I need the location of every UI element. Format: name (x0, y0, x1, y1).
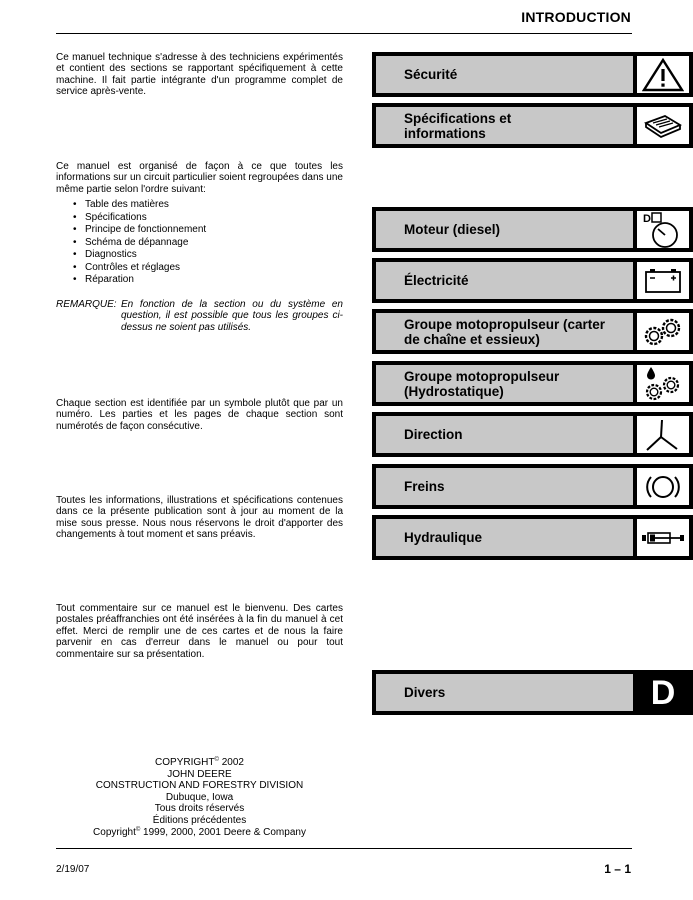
section-tab-label: Direction (404, 427, 463, 442)
section-tab-label: Groupe motopropulseur (Hydrostatique) (404, 368, 560, 399)
section-tab-label: Divers (404, 685, 446, 700)
list-item: • Réparation (73, 274, 333, 287)
intro-paragraph-5-text: Tout commentaire sur ce manuel est le bienvenu. Des cartes postales préaffranchies ont été insérées à la fin du manuel à cet effet. Merci de remplir une de ces cartes et de nous la faire parvenir en cas d'erreur dans le manuel ou pour tout commentaire sur sa présentation. (56, 603, 343, 660)
intro-paragraph-4-text: Toutes les informations, illustrations et spécifications contenues dans ce la présente publication sont à jour au moment de la mise sous presse. Nous nous réservons le droit d'apporter des changements à tout moment et sans préavis. (56, 495, 343, 541)
brake-icon (637, 468, 689, 505)
page-header-title: INTRODUCTION (521, 9, 631, 25)
footer-date: 2/19/07 (56, 864, 90, 875)
list-item: • Principe de fonctionnement (73, 224, 333, 237)
footer-divider (56, 848, 632, 849)
section-tab-label: Freins (404, 479, 445, 494)
section-tab-groupe-hydrostatique[interactable] (372, 361, 693, 406)
copyright-year: 2002 (218, 757, 244, 768)
copyright-word: COPYRIGHT (155, 757, 215, 768)
letter-d-glyph: D (650, 673, 676, 712)
page-number: 1 – 1 (604, 862, 631, 876)
intro-paragraph-4 (56, 495, 343, 541)
svg-text:D: D (643, 212, 651, 225)
section-tab-label: Spécifications et informations (404, 110, 512, 141)
section-tab-label-box (376, 107, 633, 144)
section-tab-hydraulique[interactable] (372, 515, 693, 560)
section-tab-label: Moteur (diesel) (404, 222, 501, 237)
list-item: • Schéma de dépannage (73, 237, 333, 250)
copyright-line-2: JOHN DEERE (167, 768, 232, 780)
intro-paragraph-3 (56, 398, 343, 432)
copyright-block (56, 757, 343, 838)
gears-icon (637, 313, 689, 350)
header-divider (56, 33, 632, 34)
section-tab-divers[interactable] (372, 670, 693, 715)
copyright-years-company: 1999, 2000, 2001 Deere & Company (140, 826, 306, 838)
warning-triangle-icon (637, 56, 689, 93)
section-tab-electricite[interactable] (372, 258, 693, 303)
battery-icon (637, 262, 689, 299)
manual-book-icon (637, 107, 689, 144)
section-tab-moteur[interactable] (372, 207, 693, 252)
section-tab-label-box (376, 416, 633, 453)
copyright-symbol: © (135, 826, 141, 833)
section-tab-label: Hydraulique (404, 530, 483, 545)
section-tab-direction[interactable] (372, 412, 693, 457)
section-tab-label-box (376, 262, 633, 299)
intro-paragraph-5 (56, 603, 343, 660)
section-tab-label-box (376, 519, 633, 556)
copyright-line-4: Dubuque, Iowa (165, 791, 234, 803)
letter-d-icon (637, 674, 689, 711)
list-item: • Diagnostics (73, 249, 333, 262)
section-tab-freins[interactable] (372, 464, 693, 509)
copyright-line-7 (56, 827, 343, 839)
intro-paragraph-3-text: Chaque section est identifiée par un symbole plutôt que par un numéro. Les parties et les pages de chaque section sont numérotés de façon consécutive. (56, 398, 343, 432)
section-tab-label-box (376, 56, 633, 93)
section-order-list (73, 199, 333, 287)
copyright-line-5: Tous droits réservés (154, 803, 245, 815)
copyright-symbol: © (214, 757, 219, 763)
section-tab-label-box (376, 674, 633, 711)
section-tab-label: Sécurité (404, 67, 458, 82)
section-tab-label-box (376, 313, 633, 350)
remarque-label: REMARQUE: (56, 299, 117, 310)
steering-icon (637, 416, 689, 453)
intro-paragraph-2 (56, 161, 343, 195)
section-tab-groupe-carter[interactable] (372, 309, 693, 354)
copyright-line-3: CONSTRUCTION AND FORESTRY DIVISION (95, 780, 304, 792)
section-tab-securite[interactable] (372, 52, 693, 97)
copyright-line-6: Éditions précédentes (152, 814, 247, 826)
remarque-note (56, 299, 343, 333)
hydraulic-cylinder-icon (637, 519, 689, 556)
intro-paragraph-1 (56, 52, 343, 98)
section-tab-label-box (376, 365, 633, 402)
copyright-line-1 (56, 757, 343, 769)
intro-paragraph-2-text: Ce manuel est organisé de façon à ce que toutes les informations sur un circuit particulier soient regroupées dans une même partie selon l'ordre suivant: (56, 161, 343, 195)
engine-gauge-icon (637, 211, 689, 248)
section-tab-label: Électricité (404, 273, 469, 288)
section-tab-label-box (376, 468, 633, 505)
hydro-gears-icon (637, 365, 689, 402)
remarque-text: En fonction de la section ou du système en question, il est possible que tous les groupes ci-dessus ne soient pas utilisés. (121, 299, 343, 333)
section-tab-label-box (376, 211, 633, 248)
list-item: • Spécifications (73, 212, 333, 225)
list-item: • Contrôles et réglages (73, 262, 333, 275)
list-item: • Table des matières (73, 199, 333, 212)
section-tab-label: Groupe motopropulseur (carter de chaîne et essieux) (404, 316, 606, 347)
copyright-word: Copyright (93, 826, 136, 838)
intro-paragraph-1-text: Ce manuel technique s'adresse à des techniciens expérimentés et contient des sections se rapportant spécifiquement à cette machine. Il fait partie intégrante d'un programme complet de service après-vente. (56, 52, 343, 98)
section-tab-specifications[interactable] (372, 103, 693, 148)
